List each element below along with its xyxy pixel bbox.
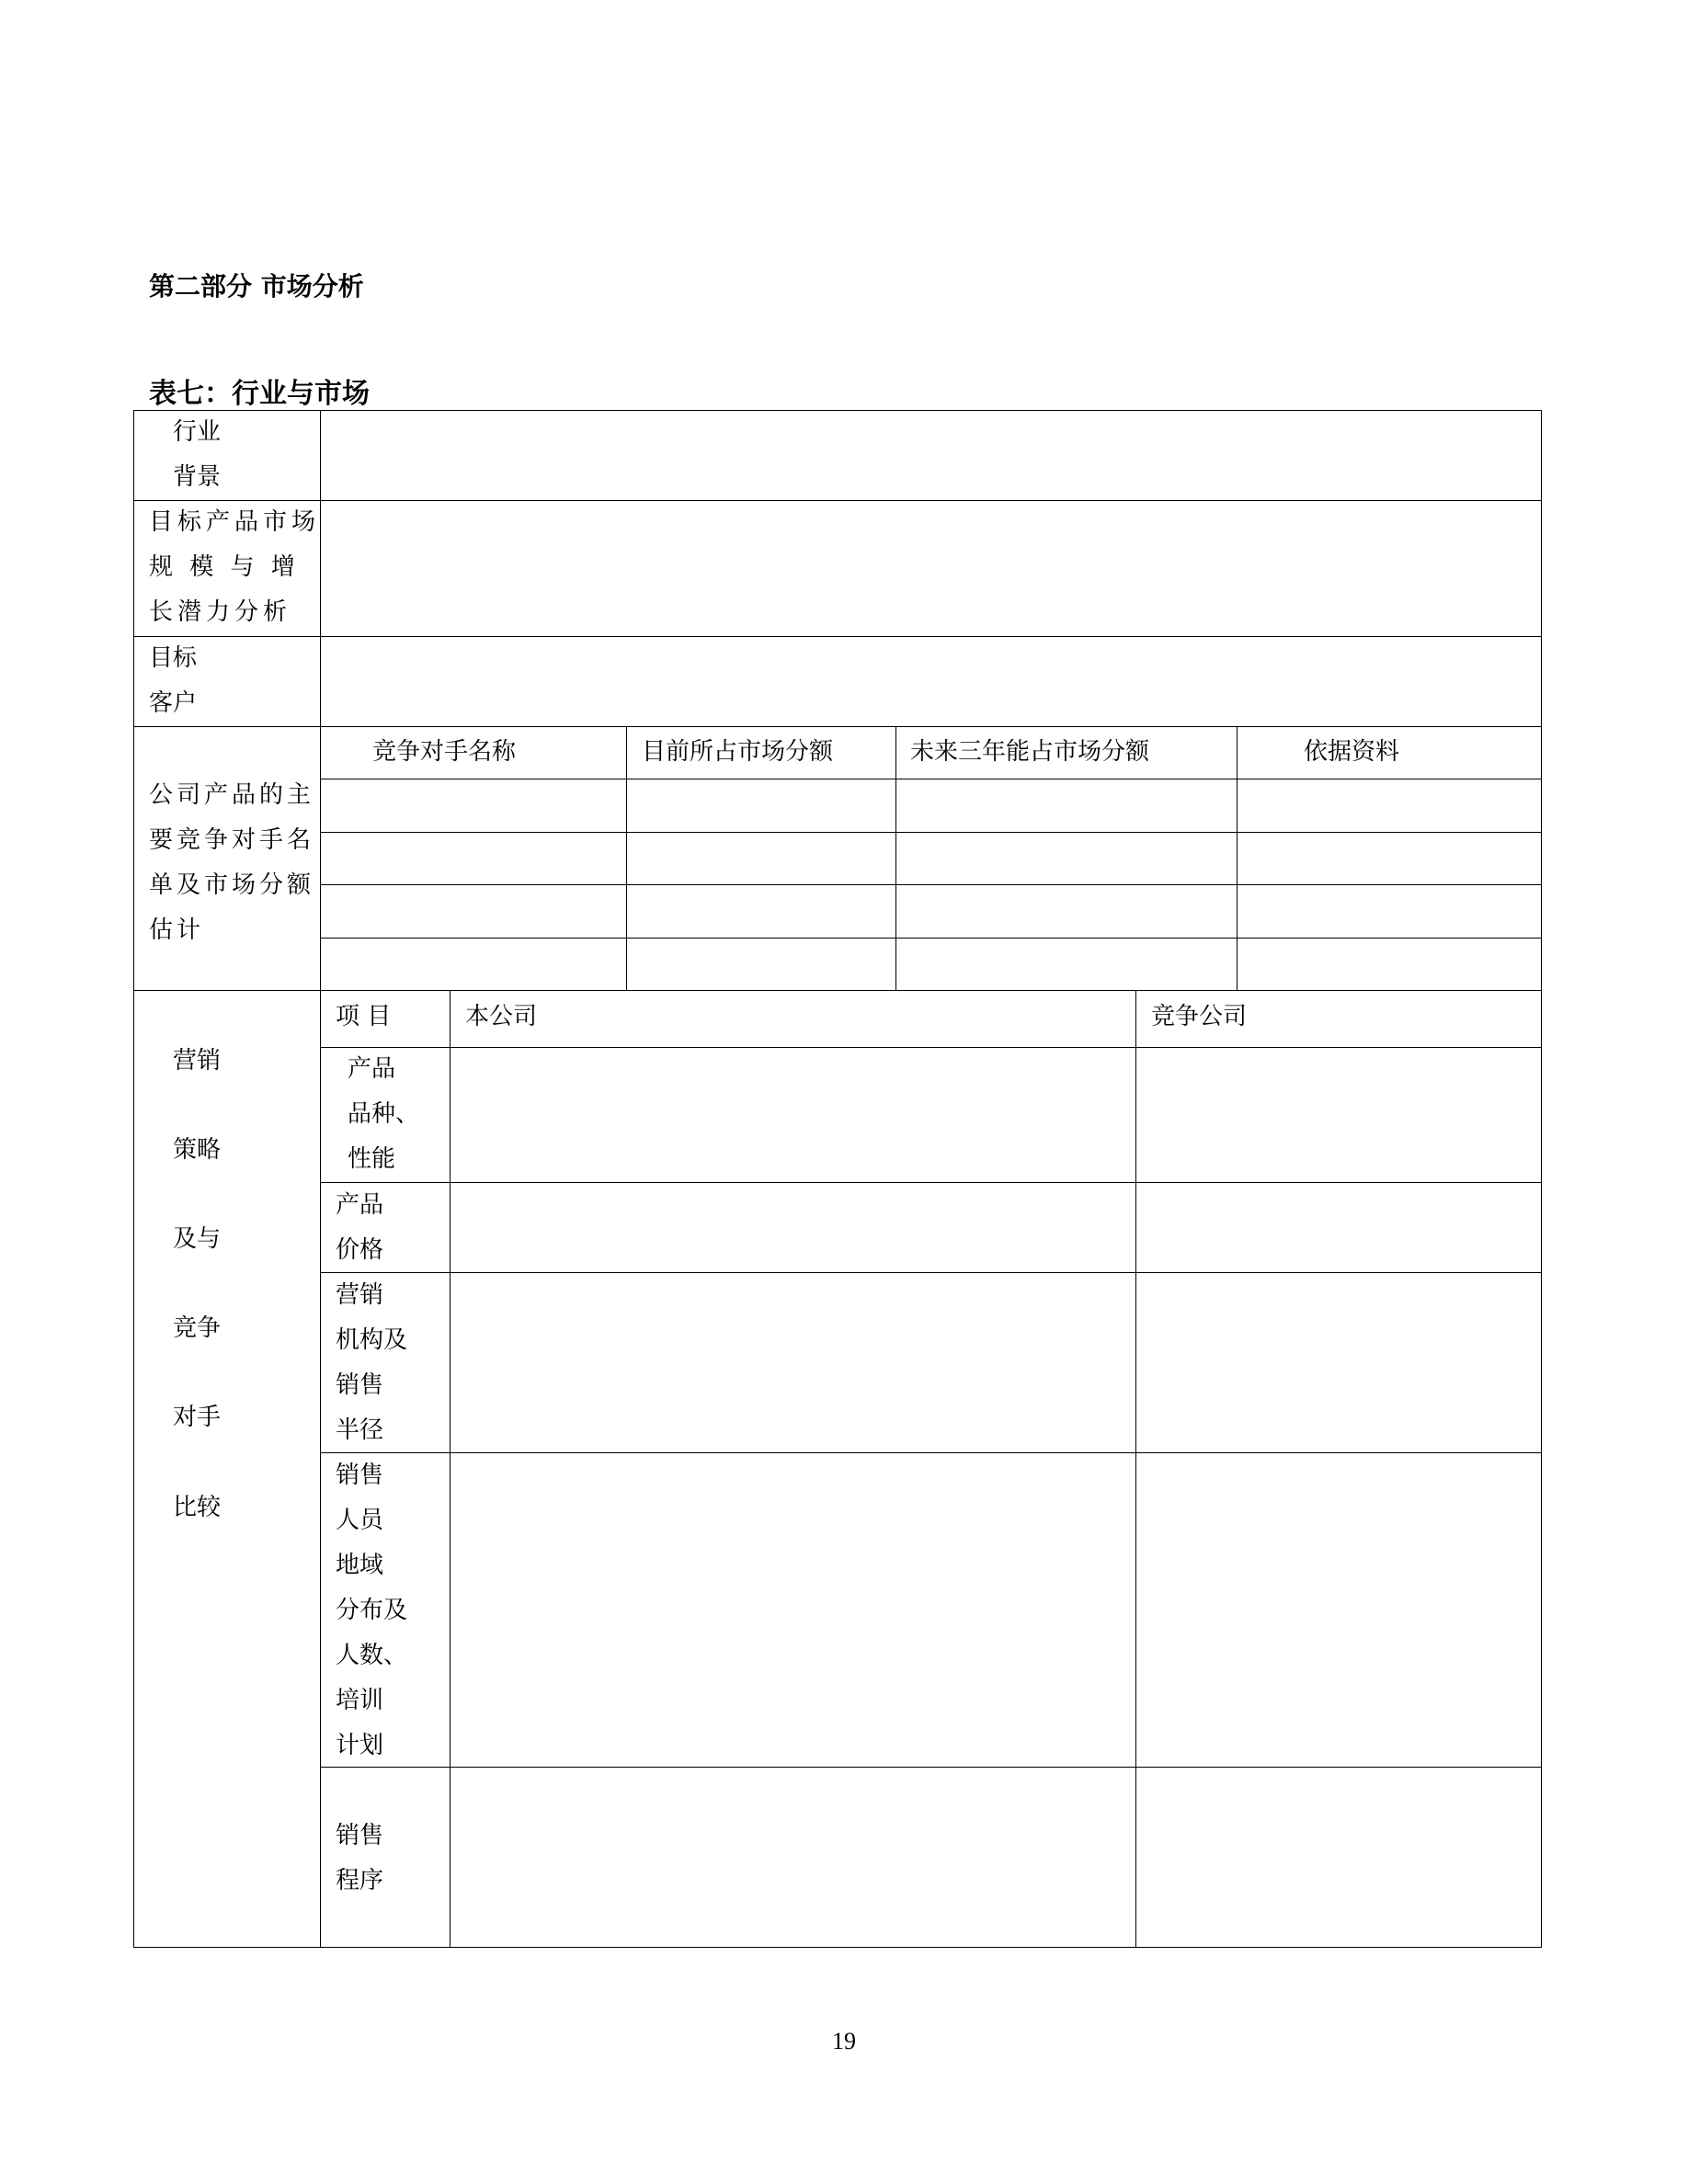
competitor-cell[interactable]: [322, 886, 624, 937]
item-line: 人数、: [336, 1642, 408, 1669]
competitor-cell[interactable]: [322, 780, 624, 831]
own-company-field[interactable]: [451, 1274, 1134, 1451]
item-line: 程序: [336, 1867, 384, 1894]
item-line: 半径: [336, 1416, 384, 1444]
header-competitor-name: 竞争对手名称: [372, 738, 517, 766]
competitor-cell[interactable]: [1238, 939, 1540, 989]
target-customers-field[interactable]: [322, 638, 1540, 725]
competitor-company-field[interactable]: [1137, 1454, 1540, 1766]
industry-background-field[interactable]: [322, 412, 1540, 499]
label-line: 要竞争对手名: [149, 826, 315, 854]
header-competitor-company: 竞争公司: [1151, 1003, 1248, 1030]
item-product-variety: [348, 1047, 419, 1182]
marketing-label-line: 比较: [173, 1494, 222, 1521]
header-item: 项 目: [336, 1003, 392, 1030]
competitors-label: [149, 773, 314, 953]
item-line: 人员: [336, 1507, 384, 1534]
competitor-company-field[interactable]: [1137, 1184, 1540, 1271]
own-company-field[interactable]: [451, 1049, 1134, 1181]
own-company-field[interactable]: [451, 1184, 1134, 1271]
competitor-company-field[interactable]: [1137, 1049, 1540, 1181]
competitor-company-field[interactable]: [1137, 1274, 1540, 1451]
own-company-field[interactable]: [451, 1454, 1134, 1766]
item-line: 品种、: [348, 1100, 420, 1128]
item-sales-process: [336, 1814, 383, 1904]
header-current-share: 目前所占市场分额: [642, 738, 834, 766]
label-line: 单及市场分额: [149, 871, 315, 899]
item-line: 营销: [336, 1281, 384, 1309]
label-line: 目标: [149, 644, 198, 672]
competitor-cell[interactable]: [897, 939, 1235, 989]
competitor-cell[interactable]: [628, 886, 894, 937]
item-line: 分布及: [336, 1597, 408, 1624]
item-line: 产品: [336, 1191, 384, 1219]
item-sales-staff: [336, 1453, 407, 1769]
target-customers-label: [149, 636, 197, 726]
page-number: 19: [832, 2028, 856, 2054]
section-title: 第二部分 市场分析: [149, 271, 364, 301]
label-line: 估计: [149, 916, 205, 944]
header-future-share: 未来三年能占市场分额: [910, 738, 1150, 766]
competitor-cell[interactable]: [1238, 886, 1540, 937]
item-line: 计划: [336, 1732, 384, 1759]
target-market-label: [149, 500, 320, 635]
marketing-label-line: 竞争: [173, 1314, 222, 1342]
target-market-field[interactable]: [322, 502, 1540, 635]
header-source-data: 依据资料: [1304, 738, 1400, 766]
competitor-cell[interactable]: [628, 780, 894, 831]
marketing-label-line: 及与: [173, 1225, 222, 1253]
item-line: 销售: [336, 1462, 384, 1489]
industry-background-label: [173, 410, 221, 500]
item-line: 产品: [348, 1055, 396, 1083]
item-line: 地域: [336, 1552, 384, 1579]
header-own-company: 本公司: [465, 1003, 538, 1030]
competitor-cell[interactable]: [322, 834, 624, 883]
competitor-cell[interactable]: [897, 780, 1235, 831]
competitor-cell[interactable]: [897, 834, 1235, 883]
item-line: 性能: [348, 1145, 396, 1173]
item-line: 销售: [336, 1822, 384, 1849]
competitor-cell[interactable]: [1238, 780, 1540, 831]
competitor-cell[interactable]: [1238, 834, 1540, 883]
label-line: 规 模 与 增: [149, 553, 300, 581]
item-line: 培训: [336, 1687, 384, 1714]
marketing-label-line: 对手: [173, 1404, 222, 1431]
item-line: 价格: [336, 1236, 384, 1264]
competitor-cell[interactable]: [322, 939, 624, 989]
label-line: 长潜力分析: [149, 598, 292, 626]
item-line: 机构及: [336, 1326, 408, 1354]
own-company-field[interactable]: [451, 1769, 1134, 1946]
item-line: 销售: [336, 1371, 384, 1399]
label-line: 目标产品市场: [149, 508, 321, 536]
label-line: 客户: [149, 689, 198, 717]
item-marketing-org: [336, 1273, 407, 1453]
label-line: 行业: [173, 418, 222, 446]
marketing-label-line: 营销: [173, 1047, 222, 1075]
marketing-label-line: 策略: [173, 1136, 222, 1164]
table-title: 表七：行业与市场: [149, 378, 370, 410]
competitor-company-field[interactable]: [1137, 1769, 1540, 1946]
item-product-price: [336, 1183, 383, 1273]
label-line: 公司产品的主: [149, 781, 315, 809]
competitor-cell[interactable]: [897, 886, 1235, 937]
label-line: 背景: [173, 463, 222, 491]
competitor-cell[interactable]: [628, 939, 894, 989]
competitor-cell[interactable]: [628, 834, 894, 883]
